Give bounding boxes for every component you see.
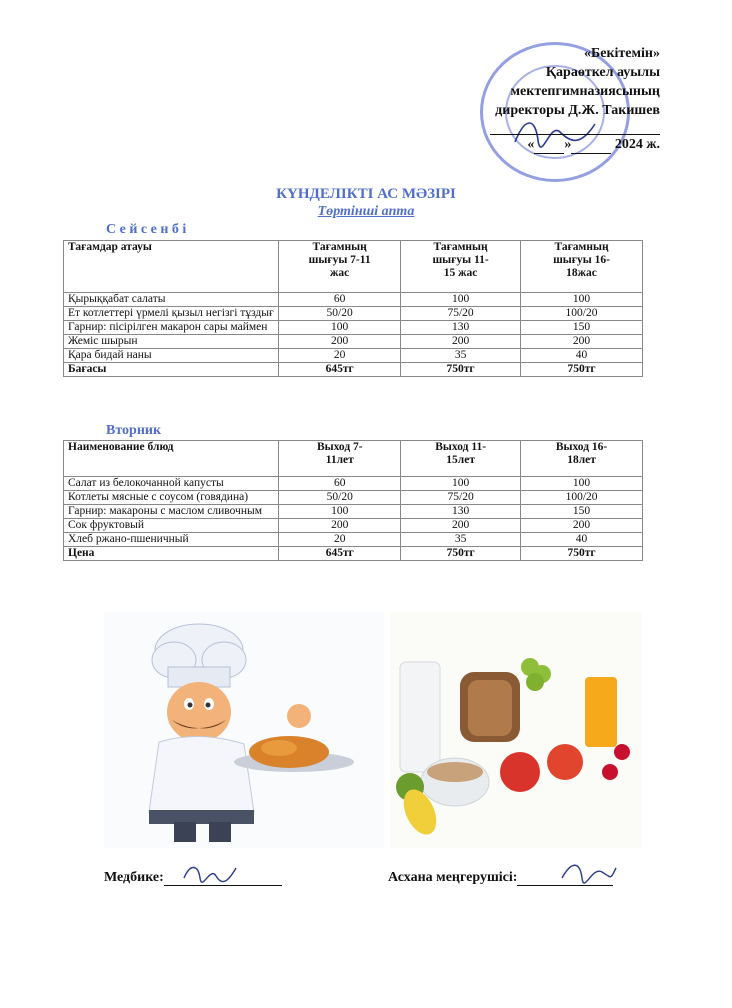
table-row: Қара бидай наны 20 35 40	[64, 349, 643, 363]
table-row: Қырыққабат салаты 60 100 100	[64, 293, 643, 307]
menu-table-ru	[63, 440, 643, 561]
table-row: Сок фруктовый 200 200 200	[64, 519, 643, 533]
header-cell: Тағамның шығуы 7-11 жас	[279, 241, 401, 293]
table-row: Салат из белокочанной капусты 60 100 100	[64, 477, 643, 491]
approval-date: « » 2024 ж.	[527, 137, 660, 152]
nurse-signature-mark	[180, 860, 240, 886]
approval-village: Қараөткел ауылы	[545, 65, 660, 80]
header-cell: Выход 7-11лет	[279, 441, 401, 477]
header-cell: Выход 11-15лет	[401, 441, 521, 477]
chef-illustration	[104, 612, 384, 848]
page-title: КҮНДЕЛІКТІ АС МӘЗІРІ	[276, 186, 456, 202]
table-header-row	[64, 241, 643, 293]
table-row: Гарнир: макароны с маслом сливочным 100 130 150	[64, 505, 643, 519]
page-subtitle: Төртінші апта	[317, 204, 415, 219]
table-row: Жеміс шырын 200 200 200	[64, 335, 643, 349]
day-label-ru: Вторник	[106, 423, 162, 438]
food-illustration	[390, 612, 642, 848]
nurse-label: Медбике:	[104, 870, 164, 885]
approval-year: 2024 ж.	[614, 137, 660, 152]
day-label-kz: С е й с е н б і	[106, 222, 187, 237]
table-row: Гарнир: пісірілген макарон сары маймен 100 130 150	[64, 321, 643, 335]
total-row: Цена 645тг 750тг 750тг	[64, 547, 643, 561]
header-cell: Тағамның шығуы 16-18жас	[521, 241, 643, 293]
total-row: Бағасы 645тг 750тг 750тг	[64, 363, 643, 377]
table-header-row	[64, 441, 643, 477]
table-row: Хлеб ржано-пшеничный 20 35 40	[64, 533, 643, 547]
menu-table-kz	[63, 240, 643, 377]
approval-heading: «Бекітемін»	[583, 46, 660, 61]
canteen-signature-mark	[558, 858, 618, 886]
approval-school: мектепгимназиясының	[510, 84, 660, 99]
approval-signature-line	[490, 120, 660, 135]
approval-director: директоры Д.Ж. Такишев	[495, 103, 660, 118]
header-cell: Тағамның шығуы 11-15 жас	[401, 241, 521, 293]
header-cell: Наименование блюд	[64, 441, 279, 477]
table-row: Котлеты мясные с соусом (говядина) 50/20 75/20 100/20	[64, 491, 643, 505]
header-cell: Тағамдар атауы	[64, 241, 279, 293]
header-cell: Выход 16-18лет	[521, 441, 643, 477]
approval-block	[490, 44, 660, 154]
canteen-label: Асхана меңгерушісі:	[388, 870, 518, 885]
table-row: Ет котлеттері үрмелі қызыл негізгі тұздығ 50/20 75/20 100/20	[64, 307, 643, 321]
